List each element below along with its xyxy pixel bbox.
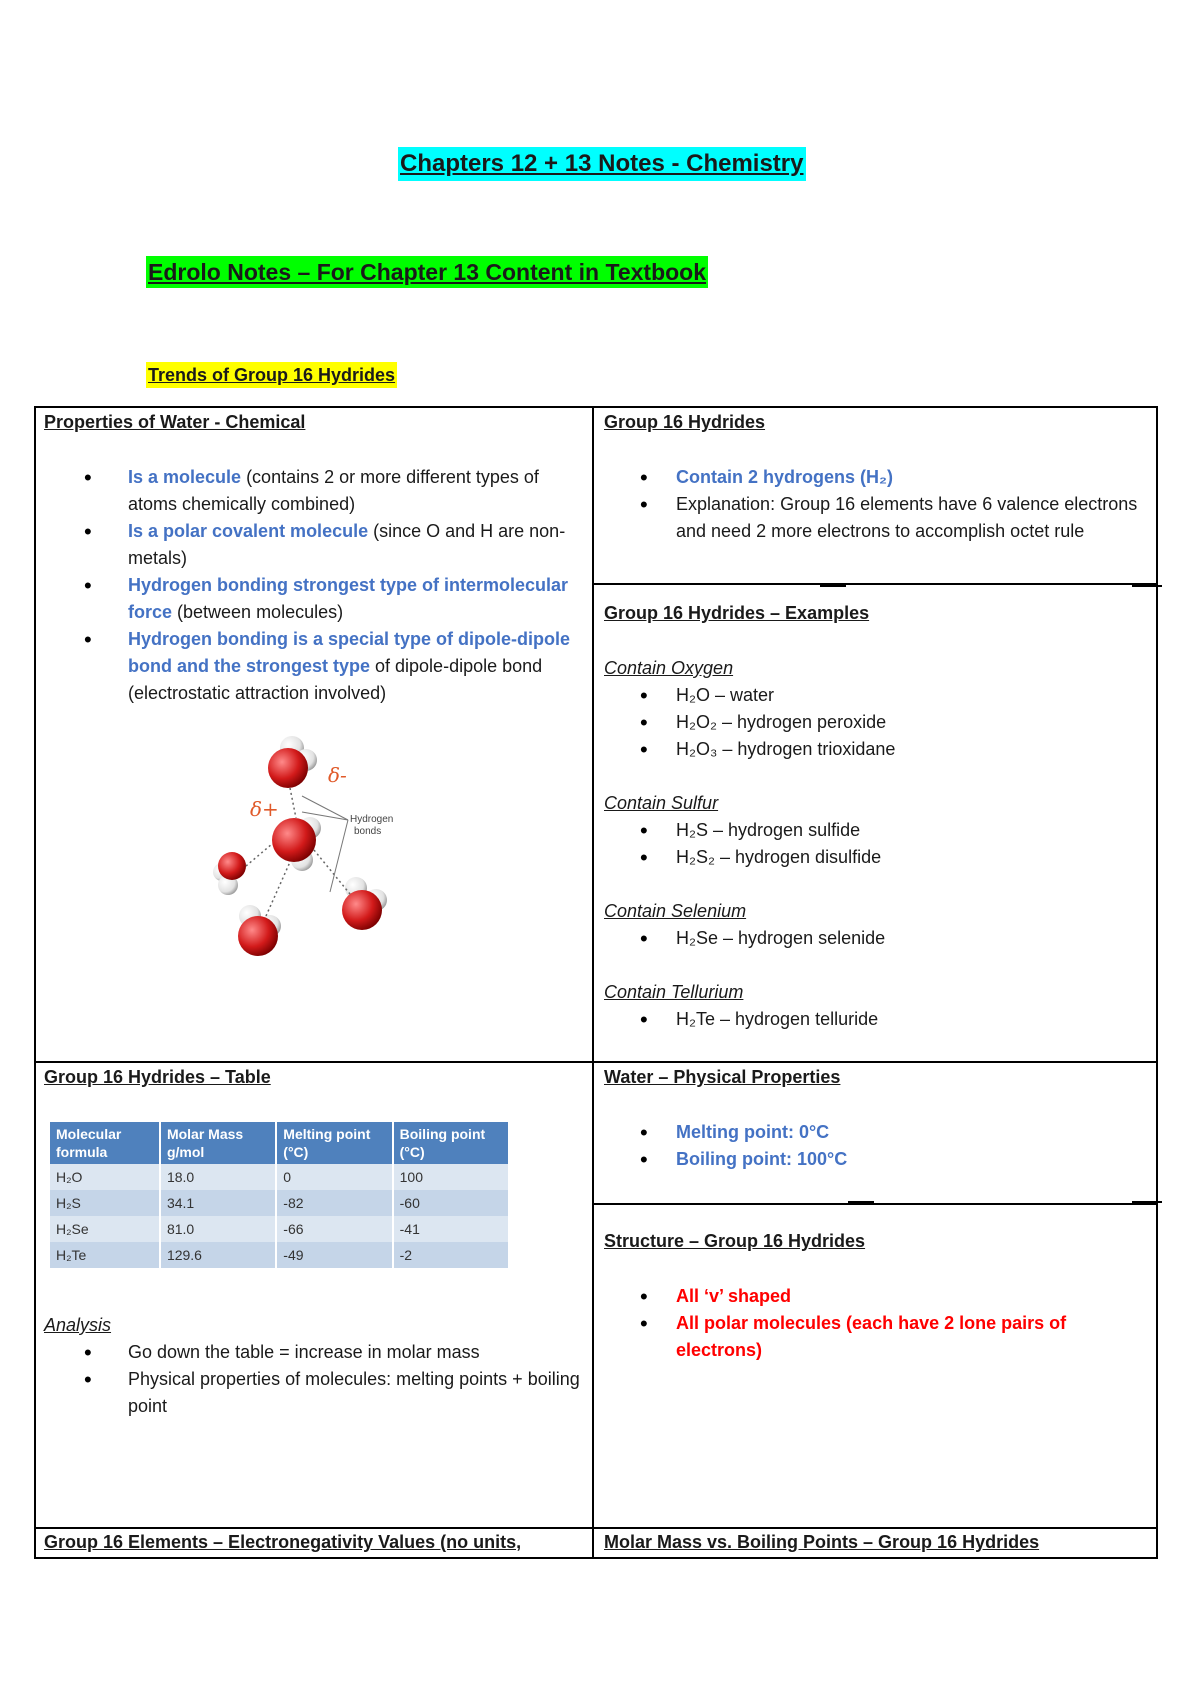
- col-header: Boiling point (°C): [393, 1122, 509, 1164]
- water-chemical-heading: Properties of Water - Chemical: [44, 412, 306, 432]
- analysis-label: Analysis: [44, 1315, 112, 1335]
- sulfur-label: Contain Sulfur: [604, 793, 719, 813]
- delta-plus-label: δ+: [250, 797, 279, 821]
- examples-heading: Group 16 Hydrides – Examples: [604, 603, 870, 623]
- page-subtitle: Edrolo Notes – For Chapter 13 Content in Textbook: [146, 256, 708, 288]
- col-header: Molecular formula: [50, 1122, 160, 1164]
- hydrides-data-table: [50, 1122, 510, 1268]
- list-item: • H₂O₂ – hydrogen peroxide: [604, 709, 1152, 736]
- hydrogen-bonding-diagram: [210, 730, 440, 970]
- col-header: Molar Mass g/mol: [160, 1122, 276, 1164]
- hydrogen-bonds-label-1: Hydrogen: [350, 814, 394, 825]
- hydrides-heading: Group 16 Hydrides: [604, 412, 766, 432]
- list-item: • Go down the table = increase in molar mass: [44, 1339, 584, 1366]
- col-header: Melting point (°C): [276, 1122, 392, 1164]
- water-chemical-cell: [44, 410, 584, 707]
- water-physical-cell: [604, 1065, 1152, 1173]
- list-item: • All ‘v’ shaped: [604, 1283, 1152, 1310]
- list-item: • H₂S – hydrogen sulfide: [604, 817, 1152, 844]
- oxygen-label: Contain Oxygen: [604, 658, 734, 678]
- list-item: • H₂O₃ – hydrogen trioxidane: [604, 736, 1152, 763]
- list-item: • Explanation: Group 16 elements have 6 valence electrons and need 2 more electrons to accomplish octet rule: [604, 491, 1152, 545]
- table-row: H₂S 34.1 -82 -60: [50, 1190, 509, 1216]
- list-item: • H₂Se – hydrogen selenide: [604, 925, 1152, 952]
- list-item: • Is a molecule (contains 2 or more different types of atoms chemically combined): [44, 464, 584, 518]
- examples-cell: [604, 601, 1152, 1033]
- water-molecule-center: [272, 817, 321, 871]
- table-row: H₂Te 129.6 -49 -2: [50, 1242, 509, 1268]
- tellurium-label: Contain Tellurium: [604, 982, 744, 1002]
- hydrides-cell: [604, 410, 1152, 545]
- list-item: • H₂S₂ – hydrogen disulfide: [604, 844, 1152, 871]
- structure-cell: [604, 1229, 1152, 1364]
- list-item: • H₂O – water: [604, 682, 1152, 709]
- molar-mass-boiling-heading: Molar Mass vs. Boiling Points – Group 16 Hydrides: [604, 1532, 1040, 1552]
- list-item: • Is a polar covalent molecule (since O and H are non-metals): [44, 518, 584, 572]
- table-cell: [44, 1065, 584, 1089]
- list-item: • Physical properties of molecules: melting points + boiling point: [44, 1366, 584, 1420]
- water-molecule-top: [268, 736, 317, 788]
- table-row: H₂O 18.0 0 100: [50, 1164, 509, 1190]
- list-item: • All polar molecules (each have 2 lone pairs of electrons): [604, 1310, 1152, 1364]
- water-physical-heading: Water – Physical Properties: [604, 1067, 841, 1087]
- hydrogen-bonds-label-2: bonds: [354, 826, 382, 837]
- list-item: • H₂Te – hydrogen telluride: [604, 1006, 1152, 1033]
- delta-minus-label: δ-: [328, 763, 347, 787]
- list-item: • Boiling point: 100°C: [604, 1146, 1152, 1173]
- list-item: • Hydrogen bonding is a special type of dipole-dipole bond and the strongest type of dipole-dipole bond (electrostatic attraction involved): [44, 626, 584, 707]
- list-item: • Melting point: 0°C: [604, 1119, 1152, 1146]
- table-heading: Group 16 Hydrides – Table: [44, 1067, 271, 1087]
- section-heading: Trends of Group 16 Hydrides: [146, 362, 397, 388]
- analysis-block: [44, 1312, 584, 1420]
- structure-heading: Structure – Group 16 Hydrides: [604, 1231, 866, 1251]
- table-row: H₂Se 81.0 -66 -41: [50, 1216, 509, 1242]
- selenium-label: Contain Selenium: [604, 901, 747, 921]
- page-title: Chapters 12 + 13 Notes - Chemistry: [398, 147, 806, 181]
- water-molecule-left: [213, 852, 246, 895]
- list-item: • Contain 2 hydrogens (H₂): [604, 464, 1152, 491]
- list-item: • Hydrogen bonding strongest type of intermolecular force (between molecules): [44, 572, 584, 626]
- water-molecule-bottom: [238, 905, 281, 956]
- water-molecule-right: [342, 877, 387, 930]
- electronegativity-heading: Group 16 Elements – Electronegativity Values (no units,: [44, 1532, 522, 1552]
